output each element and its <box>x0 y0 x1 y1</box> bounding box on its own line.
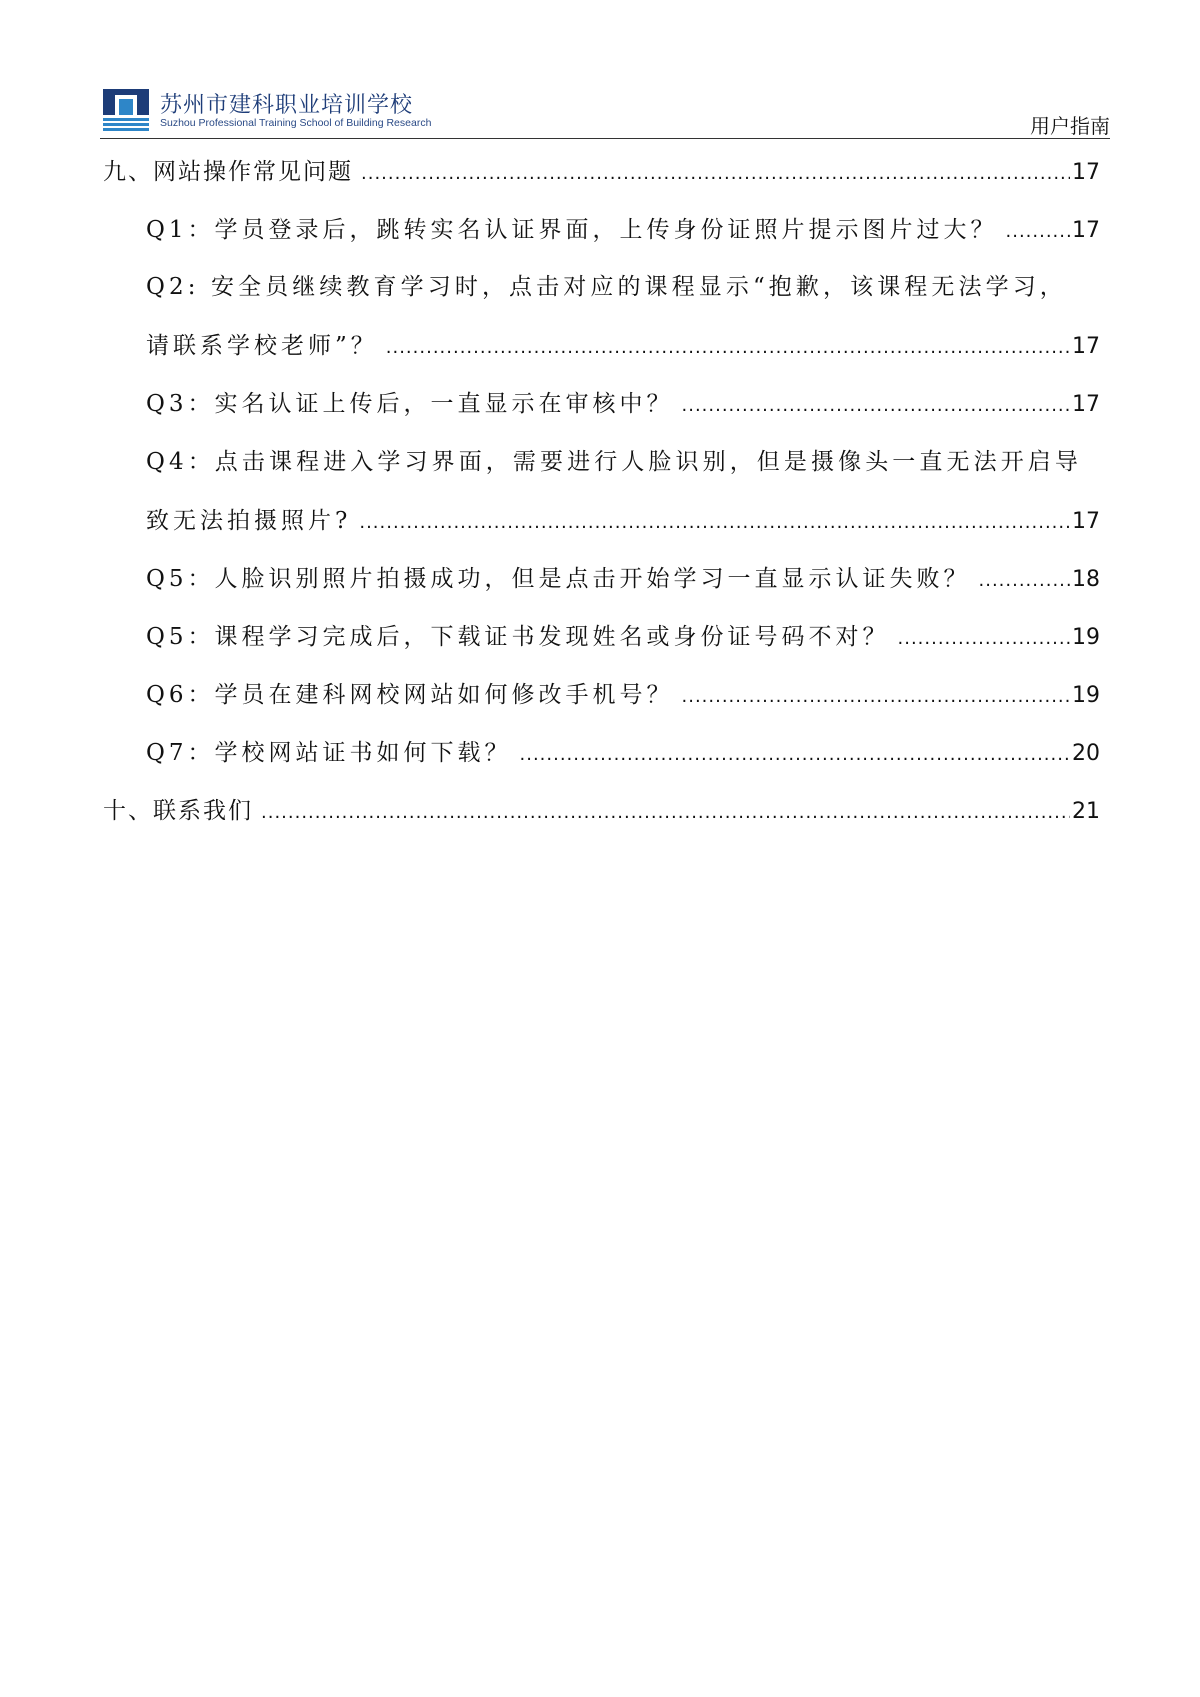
toc-leader-dots <box>1006 217 1071 247</box>
toc-leader-dots <box>682 682 1071 712</box>
toc-entry-text: Q3：实名认证上传后，一直显示在审核中？ <box>146 391 674 417</box>
toc-entry-q5a[interactable] <box>146 564 1100 596</box>
toc-entry-q2[interactable] <box>146 331 1100 363</box>
toc-leader-dots <box>361 159 1070 189</box>
school-name-cn: 苏州市建科职业培训学校 <box>160 93 414 118</box>
page-header <box>100 84 1110 138</box>
toc-leader-dots <box>979 566 1071 596</box>
toc-entry-text: 九、网站操作常见问题 <box>103 159 353 185</box>
toc-entry-section-10[interactable] <box>103 796 1100 828</box>
toc-entry-q4-line1[interactable]: Q4：点击课程进入学习界面，需要进行人脸识别，但是摄像头一直无法开启导 <box>146 449 1082 475</box>
toc-entry-text: Q6：学员在建科网校网站如何修改手机号？ <box>146 682 674 708</box>
document-type-title: 用户指南 <box>1030 114 1110 138</box>
toc-leader-dots <box>898 624 1071 654</box>
toc-entry-q4[interactable] <box>146 506 1100 538</box>
toc-page-number: 17 <box>1072 218 1100 243</box>
header-divider <box>100 138 1110 139</box>
toc-entry-text: Q1：学员登录后，跳转实名认证界面，上传身份证照片提示图片过大？ <box>146 217 998 243</box>
toc-entry-q1[interactable] <box>146 215 1100 247</box>
toc-page-number: 17 <box>1072 334 1100 359</box>
toc-page-number: 17 <box>1072 392 1100 417</box>
toc-entry-q3[interactable] <box>146 389 1100 421</box>
toc-entry-q5b[interactable] <box>146 622 1100 654</box>
toc-entry-text: Q5：人脸识别照片拍摄成功，但是点击开始学习一直显示认证失败？ <box>146 566 971 592</box>
toc-leader-dots <box>682 391 1071 421</box>
toc-page-number: 18 <box>1072 567 1100 592</box>
toc-page-number: 20 <box>1072 741 1100 766</box>
toc-page-number: 17 <box>1072 509 1100 534</box>
toc-entry-text: 致无法拍摄照片? <box>146 508 352 534</box>
toc-entry-text: 十、联系我们 <box>103 798 253 824</box>
toc-leader-dots <box>261 798 1070 828</box>
toc-leader-dots <box>520 740 1071 770</box>
toc-leader-dots <box>359 508 1070 538</box>
toc-entry-q6[interactable] <box>146 680 1100 712</box>
school-logo-icon <box>103 89 149 131</box>
toc-entry-text: 请联系学校老师”？ <box>146 333 378 359</box>
toc-entry-section-9[interactable] <box>103 157 1100 189</box>
school-name-en: Suzhou Professional Training School of Building Research <box>160 117 432 129</box>
toc-page-number: 21 <box>1072 799 1100 824</box>
toc-entry-q2-line1[interactable]: Q2: 安全员继续教育学习时，点击对应的课程显示“抱歉，该课程无法学习， <box>146 274 1067 300</box>
toc-page-number: 19 <box>1072 683 1100 708</box>
toc-page-number: 19 <box>1072 625 1100 650</box>
toc-page-number: 17 <box>1072 160 1100 185</box>
toc-entry-text: Q7：学校网站证书如何下载？ <box>146 740 512 766</box>
toc-leader-dots <box>386 333 1070 363</box>
toc-entry-q7[interactable] <box>146 738 1100 770</box>
toc-entry-text: Q5：课程学习完成后，下载证书发现姓名或身份证号码不对？ <box>146 624 890 650</box>
